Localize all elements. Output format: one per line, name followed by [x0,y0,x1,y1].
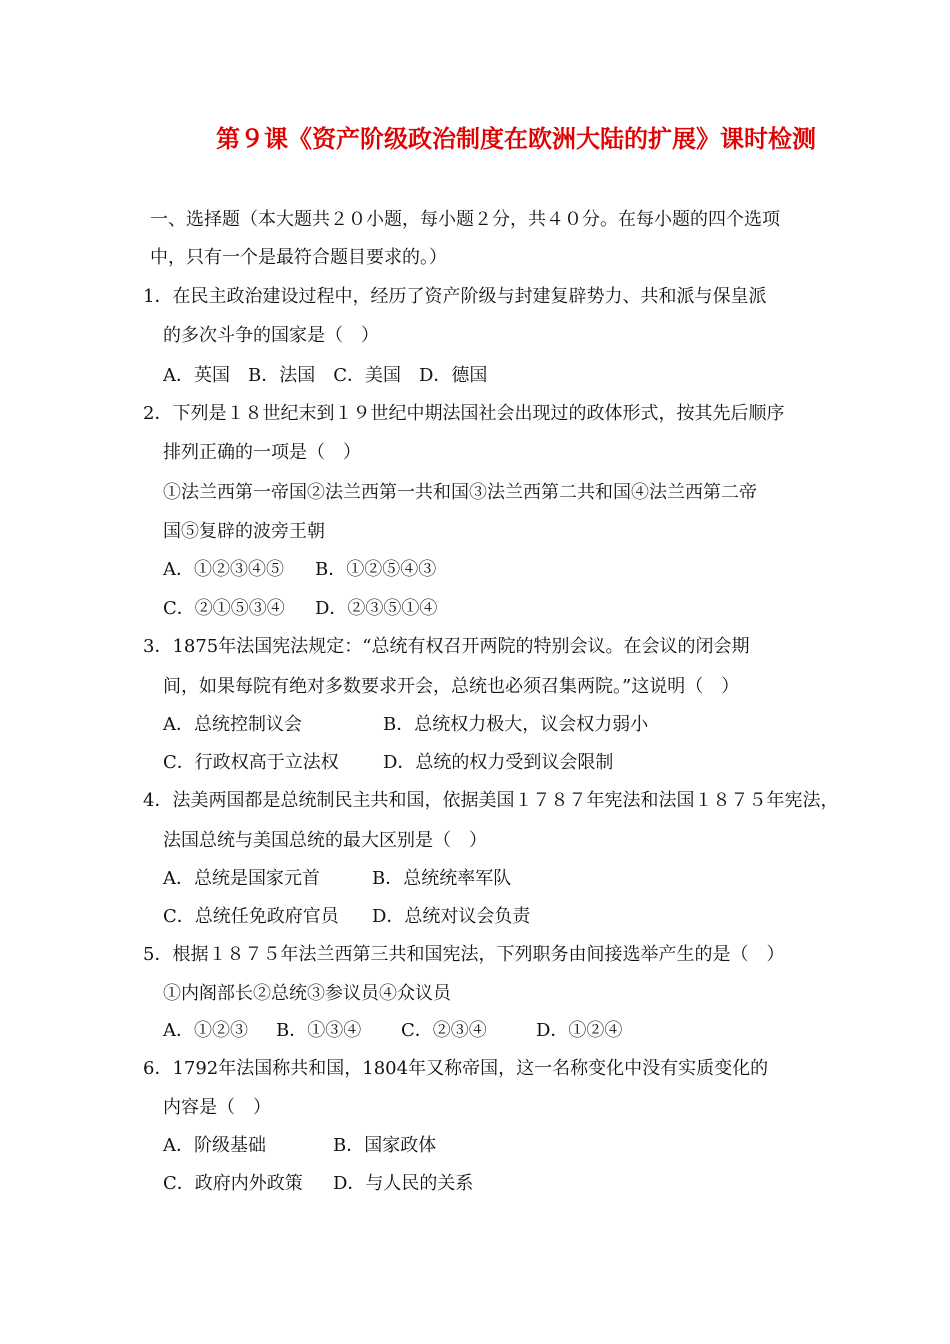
question-5-option-b: B．①③④ [276,1020,362,1041]
question-4-option-c: C．总统任免政府官员 [163,906,339,927]
question-3-option-a: A．总统控制议会 [163,714,302,735]
question-5-line-2: ①内阁部长②总统③参议员④众议员 [163,983,451,1004]
question-6-option-d: D．与人民的关系 [333,1173,474,1194]
question-1-line-2: 的多次斗争的国家是（ ） [163,325,379,346]
question-5-option-c: C．②③④ [401,1020,487,1041]
question-2-option-b: B．①②⑤④③ [315,559,437,580]
section-instruction-line-2: 中，只有一个是最符合题目要求的。） [150,247,447,268]
question-6-option-c: C．政府内外政策 [163,1173,303,1194]
question-3-line-1: 3．1875年法国宪法规定：“总统有权召开两院的特别会议。在会议的闭会期 [143,636,750,657]
question-3-option-d: D．总统的权力受到议会限制 [383,752,614,773]
page-title: 第９课《资产阶级政治制度在欧洲大陆的扩展》课时检测 [216,125,816,153]
question-6-option-a: A．阶级基础 [163,1135,266,1156]
question-6-option-b: B．国家政体 [333,1135,437,1156]
question-3-option-c: C．行政权高于立法权 [163,752,339,773]
question-2-option-c: C．②①⑤③④ [163,598,285,619]
question-1-line-1: 1．在民主政治建设过程中，经历了资产阶级与封建复辟势力、共和派与保皇派 [143,286,767,307]
question-6-line-1: 6．1792年法国称共和国，1804年又称帝国，这一名称变化中没有实质变化的 [143,1058,769,1079]
question-5-line-1: 5．根据１８７５年法兰西第三共和国宪法，下列职务由间接选举产生的是（ ） [143,944,785,965]
question-4-line-2: 法国总统与美国总统的最大区别是（ ） [163,830,487,851]
question-3-option-b: B．总统权力极大，议会权力弱小 [383,714,649,735]
question-3-line-2: 间，如果每院有绝对多数要求开会，总统也必须召集两院。”这说明（ ） [163,676,740,697]
question-4-line-1: 4．法美两国都是总统制民主共和国，依据美国１７８７年宪法和法国１８７５年宪法， [143,790,839,811]
question-2-option-d: D．②③⑤①④ [315,598,438,619]
question-2-line-4: 国⑤复辟的波旁王朝 [163,521,325,542]
question-1-options: A．英国 B．法国 C．美国 D．德国 [163,365,488,386]
question-2-line-3: ①法兰西第一帝国②法兰西第一共和国③法兰西第二共和国④法兰西第二帝 [163,482,757,503]
question-5-option-d: D．①②④ [536,1020,623,1041]
question-4-option-a: A．总统是国家元首 [163,868,320,889]
section-instruction-line-1: 一、选择题（本大题共２０小题，每小题２分，共４０分。在每小题的四个选项 [150,209,780,230]
question-2-option-a: A．①②③④⑤ [163,559,284,580]
question-2-line-2: 排列正确的一项是（ ） [163,442,361,463]
question-2-line-1: 2．下列是１８世纪末到１９世纪中期法国社会出现过的政体形式，按其先后顺序 [143,403,785,424]
question-4-option-d: D．总统对议会负责 [372,906,531,927]
question-5-option-a: A．①②③ [163,1020,248,1041]
question-4-option-b: B．总统统率军队 [372,868,512,889]
question-6-line-2: 内容是（ ） [163,1097,271,1118]
